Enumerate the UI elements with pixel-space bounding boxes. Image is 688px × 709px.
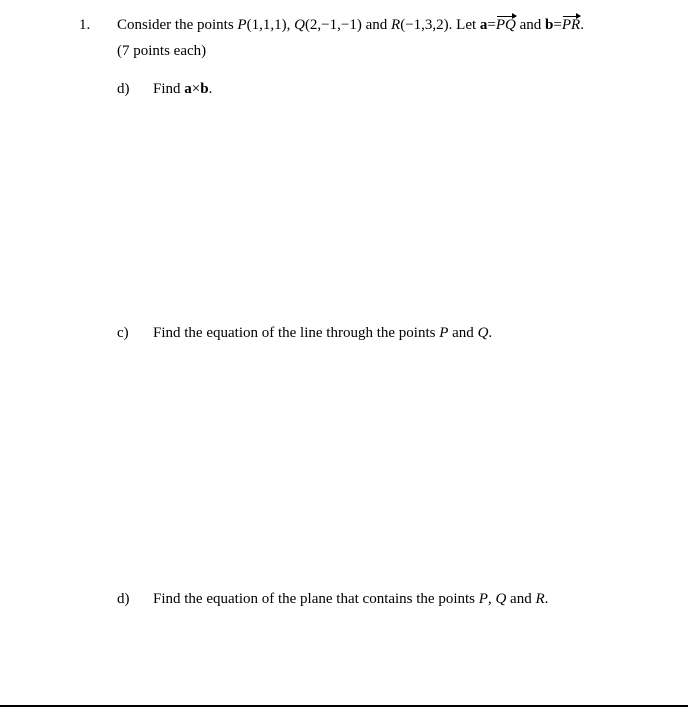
vector-pr: PR [561, 17, 581, 33]
point-r-coords: (−1,3,2) [400, 17, 449, 33]
equals-2: = [553, 17, 562, 33]
part-1-find: Find [153, 81, 181, 97]
question-number: 1. [79, 17, 91, 33]
point-q-name: Q [294, 17, 305, 33]
part-3-p: P [478, 591, 488, 607]
and-word: and [365, 17, 388, 33]
part-1-b: b [200, 81, 209, 97]
part-3-q: Q [495, 591, 507, 607]
bottom-divider [0, 705, 688, 707]
vector-pq: PQ [495, 17, 516, 33]
part-3-text [153, 589, 548, 609]
part-1-times: × [191, 81, 201, 97]
points-note: (7 points each) [117, 43, 207, 59]
point-p-name: P [237, 17, 247, 33]
equals-1: = [487, 17, 496, 33]
part-1-end: . [208, 81, 213, 97]
part-2-and: and [452, 325, 474, 341]
part-3-and: and [510, 591, 532, 607]
part-2-p: P [439, 325, 449, 341]
point-p-coords: (1,1,1) [246, 17, 287, 33]
intro-prefix: Consider the points [117, 17, 234, 33]
part-3-end: . [544, 591, 549, 607]
and-word-2: and [519, 17, 542, 33]
part-2-q: Q [477, 325, 489, 341]
part-1-label: d) [117, 81, 130, 97]
part-1-text [153, 79, 212, 99]
point-r-name: R [391, 17, 401, 33]
part-3-comma: , [487, 591, 492, 607]
part-2-text [153, 323, 492, 343]
part-2-body: Find the equation of the line through the points [153, 325, 436, 341]
part-3-r: R [535, 591, 545, 607]
part-2-label: c) [117, 325, 129, 341]
comma-1: , [286, 17, 291, 33]
vector-a-symbol: a [479, 17, 488, 33]
part-2-end: . [488, 325, 493, 341]
period-1: . [448, 17, 453, 33]
part-3-body: Find the equation of the plane that contains the points [153, 591, 476, 607]
let-word: Let [456, 17, 477, 33]
point-q-coords: (2,−1,−1) [304, 17, 362, 33]
part-1-a: a [184, 81, 192, 97]
period-2: . [580, 17, 584, 33]
part-3-label: d) [117, 591, 130, 607]
vector-b-symbol: b [545, 17, 554, 33]
question-intro [117, 15, 584, 35]
